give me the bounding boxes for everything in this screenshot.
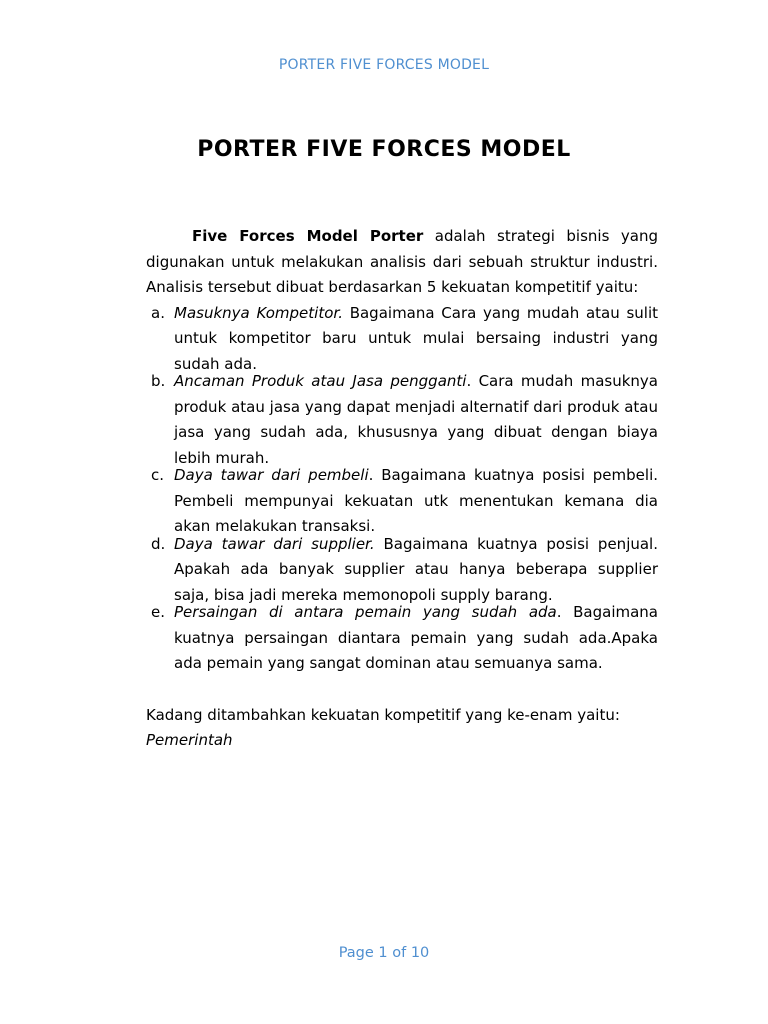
closing-text: Kadang ditambahkan kekuatan kompetitif yang ke-enam yaitu: — [146, 705, 620, 724]
list-item — [146, 600, 658, 677]
list-item — [146, 369, 658, 471]
force-term: Persaingan di antara pemain yang sudah ada — [174, 603, 557, 621]
list-marker: b. — [151, 372, 166, 390]
list-item — [146, 463, 658, 540]
forces-list — [146, 301, 658, 677]
page-number: Page 1 of 10 — [338, 945, 430, 961]
intro-paragraph — [146, 224, 658, 301]
intro-lead: Five Forces Model Porter — [192, 227, 424, 245]
list-marker: a. — [151, 303, 165, 322]
list-marker: d. — [151, 534, 166, 553]
force-term: Daya tawar dari pembeli — [174, 466, 369, 484]
document-title: PORTER FIVE FORCES MODEL — [197, 137, 571, 162]
force-term: Ancaman Produk atau Jasa pengganti — [174, 372, 467, 390]
force-description: . Bagaimana kuatnya persaingan diantara pemain yang sudah ada.Apaka ada pemain yang sangat dominan atau semuanya sama. — [174, 603, 659, 672]
sixth-force: Pemerintah — [146, 731, 233, 749]
running-header: PORTER FIVE FORCES MODEL — [278, 57, 490, 73]
force-description: . Cara mudah masuknya produk atau jasa yang dapat menjadi alternatif dari produk atau jasa yang sudah ada, khususnya yang dibuat dengan biaya lebih murah. — [174, 372, 659, 467]
list-marker: e. — [151, 603, 165, 621]
force-term: Masuknya Kompetitor. — [174, 303, 343, 322]
intro-text: adalah strategi bisnis yang digunakan untuk melakukan analisis dari sebuah struktur industri. Analisis tersebut dibuat berdasarkan 5 kekuatan kompetitif yaitu: — [146, 227, 658, 296]
force-description: Bagaimana Cara yang mudah atau sulit untuk kompetitor baru untuk mulai bersaing industri yang sudah ada. — [174, 303, 658, 373]
list-item — [146, 301, 658, 378]
force-description: Bagaimana kuatnya posisi penjual. Apakah ada banyak supplier atau hanya beberapa supplier saja, bisa jadi mereka memonopoli supply barang. — [174, 534, 658, 604]
force-term: Daya tawar dari supplier. — [174, 534, 375, 553]
closing-paragraph — [146, 703, 658, 754]
force-description: . Bagaimana kuatnya posisi pembeli. Pembeli mempunyai kekuatan utk menentukan kemana dia akan melakukan transaksi. — [174, 466, 659, 535]
list-marker: c. — [151, 466, 165, 484]
document-body — [146, 224, 658, 754]
list-item — [146, 532, 658, 609]
